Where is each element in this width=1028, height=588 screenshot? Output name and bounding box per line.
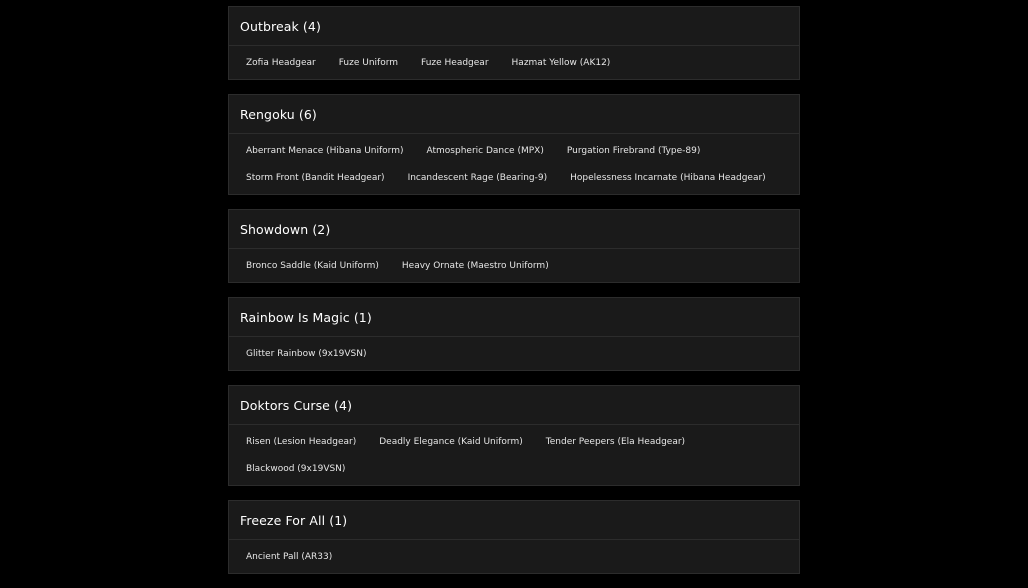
collection-item-link[interactable]: Purgation Firebrand (Type-89) (566, 146, 701, 156)
collection-title: Rengoku (6) (240, 106, 317, 122)
collection-card-header (229, 7, 799, 46)
collection-items (229, 425, 799, 485)
collection-title: Doktors Curse (4) (240, 397, 353, 413)
collection-item-link[interactable]: Storm Front (Bandit Headgear) (246, 173, 385, 183)
collection-item-link[interactable]: Heavy Ornate (Maestro Uniform) (401, 261, 549, 271)
collection-item-link[interactable]: Blackwood (9x19VSN) (246, 464, 346, 474)
collection-title: Outbreak (4) (240, 18, 321, 34)
collection-items (229, 134, 799, 194)
collection-item-link[interactable]: Risen (Lesion Headgear) (246, 437, 357, 447)
collection-item-link[interactable]: Atmospheric Dance (MPX) (426, 146, 544, 156)
collection-item-link[interactable]: Zofia Headgear (246, 58, 316, 68)
collection-item-link[interactable]: Ancient Pall (AR33) (246, 552, 333, 562)
collection-item-link[interactable]: Incandescent Rage (Bearing-9) (407, 173, 548, 183)
collection-item-link[interactable]: Fuze Headgear (421, 58, 489, 68)
collection-title: Rainbow Is Magic (1) (240, 309, 372, 325)
collection-card (228, 500, 800, 574)
collection-items (229, 46, 799, 79)
collection-card (228, 297, 800, 371)
collection-card-header (229, 298, 799, 337)
collection-card-header (229, 501, 799, 540)
collection-items (229, 249, 799, 282)
collection-item-link[interactable]: Hazmat Yellow (AK12) (511, 58, 611, 68)
collection-card (228, 6, 800, 80)
collection-card (228, 385, 800, 486)
collection-title: Showdown (2) (240, 221, 331, 237)
collection-card-header (229, 210, 799, 249)
collection-item-link[interactable]: Hopelessness Incarnate (Hibana Headgear) (570, 173, 766, 183)
collection-items (229, 540, 799, 573)
collection-item-link[interactable]: Deadly Elegance (Kaid Uniform) (379, 437, 523, 447)
collection-item-link[interactable]: Glitter Rainbow (9x19VSN) (246, 349, 367, 359)
collection-item-link[interactable]: Bronco Saddle (Kaid Uniform) (246, 261, 379, 271)
collection-card-header (229, 386, 799, 425)
collection-item-link[interactable]: Tender Peepers (Ela Headgear) (545, 437, 686, 447)
collection-item-link[interactable]: Fuze Uniform (338, 58, 399, 68)
collection-card (228, 94, 800, 195)
collection-item-link[interactable]: Aberrant Menace (Hibana Uniform) (246, 146, 404, 156)
collection-card-header (229, 95, 799, 134)
collection-items (229, 337, 799, 370)
event-collection-list (228, 6, 800, 588)
collection-card (228, 209, 800, 283)
collection-title: Freeze For All (1) (240, 512, 348, 528)
